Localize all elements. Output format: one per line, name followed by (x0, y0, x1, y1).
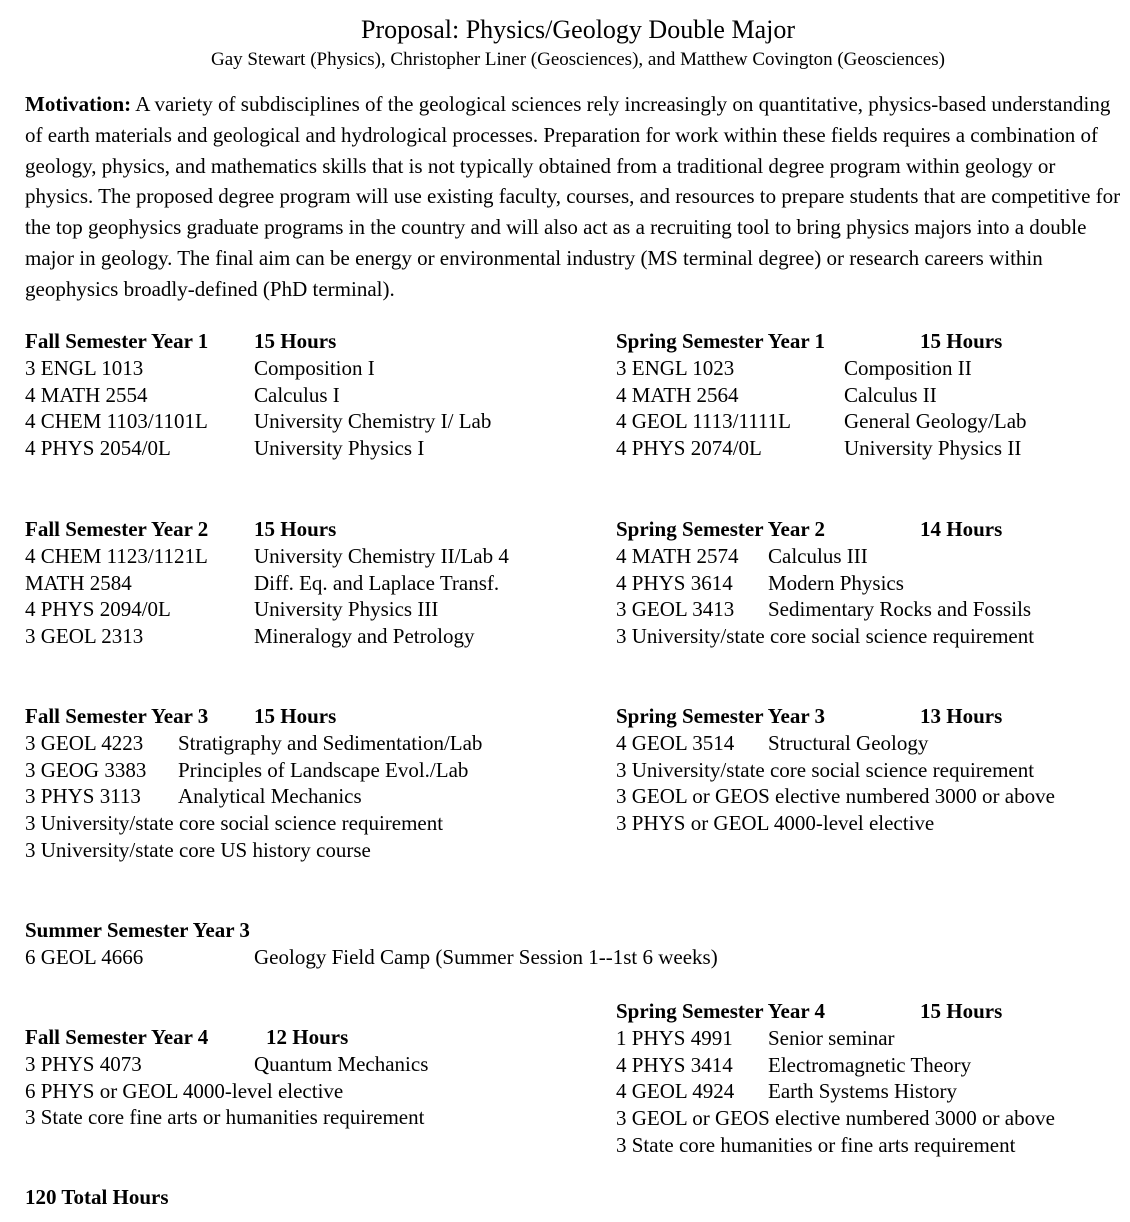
course-code: 3 PHYS or GEOL 4000-level elective (616, 811, 935, 836)
course-title: Stratigraphy and Sedimentation/Lab (178, 730, 483, 755)
course-code: 3 GEOG 3383 (25, 757, 147, 782)
semester-hours: 15 Hours (254, 517, 337, 541)
semester-hours: 15 Hours (920, 329, 1003, 353)
semester-name: Fall Semester Year 4 (25, 1025, 209, 1049)
course-code: 4 MATH 2564 (616, 382, 739, 407)
course-title: University Physics I (254, 436, 425, 461)
semester-hours: 13 Hours (920, 704, 1003, 728)
course-title: University Physics II (844, 436, 1022, 461)
course-title: Analytical Mechanics (178, 784, 362, 809)
course-title: Calculus III (768, 543, 868, 568)
course-code: 4 GEOL 3514 (616, 730, 735, 755)
motivation-text: A variety of subdisciplines of the geological sciences rely increasingly on quantitative, physics-based understanding of earth materials and geological and hydrological processes. Preparation for work within these fields requires a combination of geology, physics, and mathematics skills that is not typically obtained from a traditional degree program within geology or physics. The proposed degree program will use existing faculty, courses, and resources to prepare students that are competitive for the top geophysics graduate programs in the country and will also act as a recruiting tool to bring physics majors into a double major in geology. The final aim can be energy or environmental industry (MS terminal degree) or research careers within geophysics broadly-defined (PhD terminal). (25, 92, 1121, 301)
course-code: 3 State core fine arts or humanities requirement (25, 1105, 425, 1130)
course-code: 3 University/state core social science requirement (616, 757, 1035, 782)
course-code: 4 MATH 2554 (25, 382, 148, 407)
course-code: 3 PHYS 4073 (25, 1051, 142, 1076)
total-hours: 120 Total Hours (25, 1185, 169, 1209)
course-code: 4 CHEM 1103/1101L (25, 409, 208, 434)
course-code: 3 PHYS 3113 (25, 784, 141, 809)
course-code: 3 GEOL or GEOS elective numbered 3000 or above (616, 1106, 1055, 1131)
course-code: 3 University/state core social science requirement (616, 624, 1035, 649)
course-code: 3 GEOL 3413 (616, 597, 735, 622)
course-code: 1 PHYS 4991 (616, 1025, 733, 1050)
course-code: 4 GEOL 1113/1111L (616, 409, 791, 434)
course-title: Diff. Eq. and Laplace Transf. (254, 570, 500, 595)
semester-hours: 12 Hours (266, 1025, 349, 1049)
motivation-label: Motivation: (25, 92, 132, 116)
semester-name: Spring Semester Year 3 (616, 704, 826, 728)
course-title: Calculus I (254, 382, 340, 407)
course-code: 4 PHYS 2074/0L (616, 436, 762, 461)
semester-name: Spring Semester Year 4 (616, 999, 826, 1023)
semester-name: Fall Semester Year 3 (25, 704, 209, 728)
semester-hours: 15 Hours (920, 999, 1003, 1023)
course-title: Earth Systems History (768, 1079, 957, 1104)
course-code: 4 PHYS 3414 (616, 1052, 733, 1077)
course-title: Composition I (254, 355, 375, 380)
course-code: 4 PHYS 2094/0L (25, 597, 171, 622)
course-title: University Physics III (254, 597, 439, 622)
course-title: Electromagnetic Theory (768, 1052, 972, 1077)
motivation-paragraph (25, 89, 1125, 305)
course-title: University Chemistry II/Lab 4 (254, 543, 509, 568)
course-code: 4 CHEM 1123/1121L (25, 543, 208, 568)
course-title: Modern Physics (768, 570, 904, 595)
course-code: 3 ENGL 1023 (616, 355, 735, 380)
semester-name: Fall Semester Year 2 (25, 517, 209, 541)
course-code: 4 GEOL 4924 (616, 1079, 735, 1104)
course-code: 3 GEOL 4223 (25, 730, 144, 755)
course-code: 3 GEOL or GEOS elective numbered 3000 or above (616, 784, 1055, 809)
course-code: 3 State core humanities or fine arts requirement (616, 1132, 1016, 1157)
semester-name: Spring Semester Year 1 (616, 329, 826, 353)
semester-name: Spring Semester Year 2 (616, 517, 826, 541)
course-code: 4 MATH 2574 (616, 543, 739, 568)
course-title: Structural Geology (768, 730, 929, 755)
course-code: 3 ENGL 1013 (25, 355, 144, 380)
semester-name: Fall Semester Year 1 (25, 329, 209, 353)
course-title: Calculus II (844, 382, 937, 407)
semester-hours: 14 Hours (920, 517, 1003, 541)
course-title: University Chemistry I/ Lab (254, 409, 492, 434)
semester-hours: 15 Hours (254, 704, 337, 728)
course-title: Composition II (844, 355, 972, 380)
semester-name: Summer Semester Year 3 (25, 918, 250, 942)
course-code: 4 PHYS 3614 (616, 570, 733, 595)
course-code: 6 PHYS or GEOL 4000-level elective (25, 1078, 344, 1103)
course-code: 4 PHYS 2054/0L (25, 436, 171, 461)
course-code: 3 University/state core social science requirement (25, 811, 444, 836)
course-code: 3 GEOL 2313 (25, 624, 144, 649)
course-title: Sedimentary Rocks and Fossils (768, 597, 1032, 622)
course-title: Mineralogy and Petrology (254, 624, 475, 649)
course-code: MATH 2584 (25, 570, 132, 595)
document-authors: Gay Stewart (Physics), Christopher Liner (Geosciences), and Matthew Covington (Geosciences) (211, 49, 945, 70)
course-title: Quantum Mechanics (254, 1051, 429, 1076)
course-title: General Geology/Lab (844, 409, 1027, 434)
semester-hours: 15 Hours (254, 329, 337, 353)
course-code: 6 GEOL 4666 (25, 944, 144, 969)
course-title: Principles of Landscape Evol./Lab (178, 757, 469, 782)
document-title: Proposal: Physics/Geology Double Major (360, 15, 796, 44)
course-title: Geology Field Camp (Summer Session 1--1st 6 weeks) (254, 944, 718, 969)
course-code: 3 University/state core US history course (25, 837, 371, 862)
course-title: Senior seminar (768, 1025, 895, 1050)
